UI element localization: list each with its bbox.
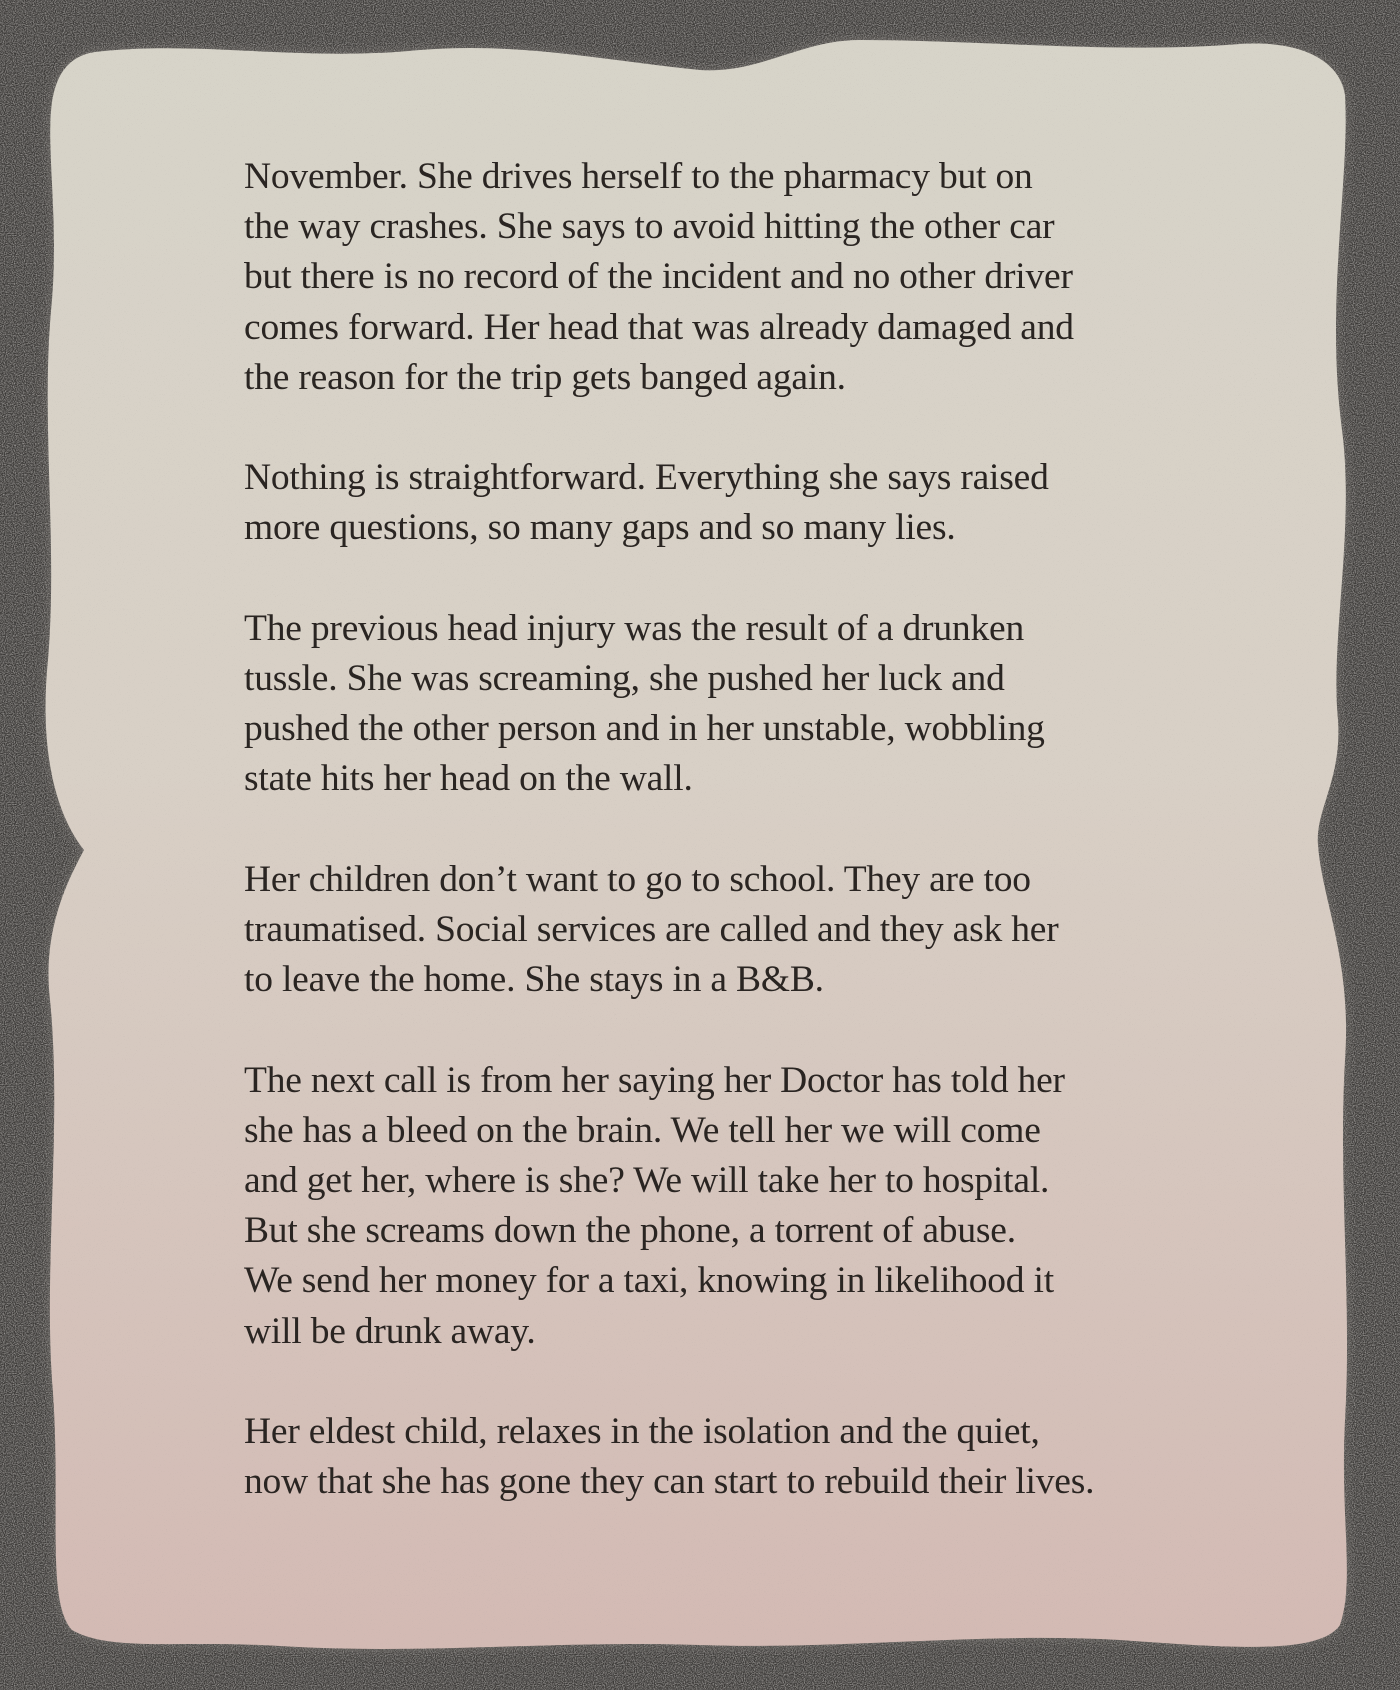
text-line: now that she has gone they can start to rebuild their lives. <box>244 1461 1095 1503</box>
document-text <box>244 152 1244 1558</box>
text-line: will be drunk away. <box>244 1310 536 1352</box>
paragraph-3 <box>244 604 1244 805</box>
text-line: Her children don’t want to go to school. They are too <box>244 858 1031 900</box>
text-line: But she screams down the phone, a torrent of abuse. <box>244 1210 1016 1252</box>
text-line: tussle. She was screaming, she pushed her luck and <box>244 658 1005 699</box>
text-line: Her eldest child, relaxes in the isolation and the quiet, <box>244 1411 1040 1452</box>
text-line: the reason for the trip gets banged again. <box>244 356 846 398</box>
text-line: comes forward. Her head that was already damaged and <box>244 306 1074 348</box>
paragraph-2 <box>244 453 1244 553</box>
text-line: to leave the home. She stays in a B&B. <box>244 959 824 1001</box>
text-line: The next call is from her saying her Doctor has told her <box>244 1059 1065 1101</box>
text-line: traumatised. Social services are called and they ask her <box>244 909 1059 950</box>
text-line: more questions, so many gaps and so many lies. <box>244 507 956 549</box>
text-line: the way crashes. She says to avoid hitting the other car <box>244 206 1055 248</box>
paragraph-4 <box>244 855 1244 1006</box>
text-line: but there is no record of the incident and no other driver <box>244 256 1073 298</box>
text-line: she has a bleed on the brain. We tell her we will come <box>244 1109 1041 1151</box>
text-line: state hits her head on the wall. <box>244 758 693 800</box>
text-line: We send her money for a taxi, knowing in likelihood it <box>244 1260 1054 1302</box>
text-line: The previous head injury was the result of a drunken <box>244 607 1024 649</box>
text-line: and get her, where is she? We will take her to hospital. <box>244 1160 1050 1201</box>
paragraph-5 <box>244 1056 1244 1357</box>
text-line: November. She drives herself to the pharmacy but on <box>244 156 1033 197</box>
text-line: pushed the other person and in her unstable, wobbling <box>244 708 1045 750</box>
text-line: Nothing is straightforward. Everything she says raised <box>244 457 1049 499</box>
paragraph-1 <box>244 152 1244 403</box>
paragraph-6 <box>244 1407 1244 1507</box>
